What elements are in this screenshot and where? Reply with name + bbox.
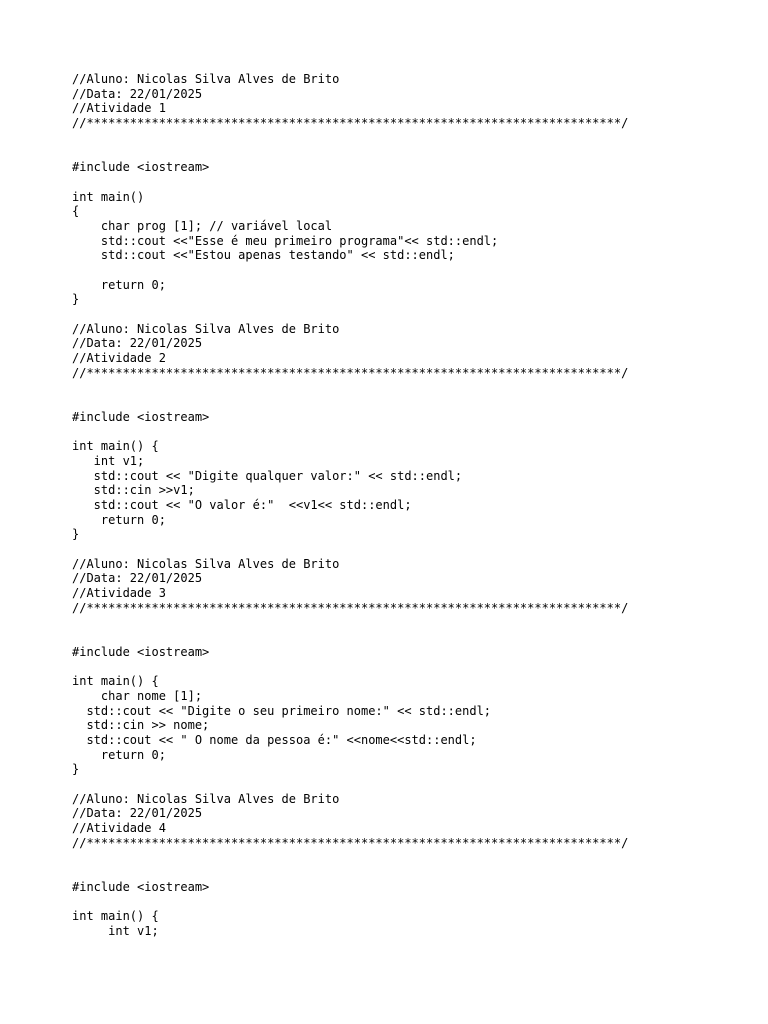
code-line: int v1; [72, 453, 145, 468]
blank-line [72, 630, 752, 645]
separator-line: //**************************************************************************/ [72, 600, 629, 615]
include-directive: #include <iostream> [72, 879, 210, 894]
blank-line [72, 615, 752, 630]
code-line: char nome [1]; [72, 688, 203, 703]
blank-line [72, 865, 752, 880]
code-line: int main() { [72, 909, 159, 924]
separator-line: //**************************************************************************/ [72, 116, 629, 131]
code-line: char prog [1]; // variável local [72, 218, 333, 233]
code-line: std::cout <<"Esse é meu primeiro programa"<< std::endl; [72, 233, 499, 248]
include-directive: #include <iostream> [72, 409, 210, 424]
blank-line [72, 263, 752, 278]
blank-line [72, 380, 752, 395]
header-activity-line: //Atividade 2 [72, 351, 166, 366]
header-activity-line: //Atividade 1 [72, 101, 166, 116]
code-line: std::cout << "Digite o seu primeiro nome:" << std::endl; [72, 703, 492, 718]
separator-line: //**************************************************************************/ [72, 835, 629, 850]
code-line: std::cout << "O valor é:" <<v1<< std::endl; [72, 497, 412, 512]
blank-line [72, 145, 752, 160]
code-line: std::cin >> nome; [72, 718, 210, 733]
include-directive: #include <iostream> [72, 160, 210, 175]
code-line: int main() [72, 189, 145, 204]
blank-line [72, 175, 752, 190]
code-listing [72, 72, 752, 939]
blank-line [72, 542, 752, 557]
header-date-line: //Data: 22/01/2025 [72, 336, 203, 351]
header-student-line: //Aluno: Nicolas Silva Alves de Brito [72, 72, 340, 86]
blank-line [72, 660, 752, 675]
code-line: int main() { [72, 674, 159, 689]
blank-line [72, 895, 752, 910]
code-line: return 0; [72, 747, 166, 762]
blank-line [72, 425, 752, 440]
code-line: std::cout <<"Estou apenas testando" << std::endl; [72, 248, 455, 263]
code-line: return 0; [72, 277, 166, 292]
header-activity-line: //Atividade 3 [72, 586, 166, 601]
header-activity-line: //Atividade 4 [72, 821, 166, 836]
header-student-line: //Aluno: Nicolas Silva Alves de Brito [72, 321, 340, 336]
code-line: } [72, 762, 80, 777]
blank-line [72, 395, 752, 410]
separator-line: //**************************************************************************/ [72, 365, 629, 380]
blank-line [72, 777, 752, 792]
code-line: std::cout << " O nome da pessoa é:" <<nome<<std::endl; [72, 732, 477, 747]
blank-line [72, 131, 752, 146]
blank-line [72, 307, 752, 322]
code-line: } [72, 292, 80, 307]
header-date-line: //Data: 22/01/2025 [72, 571, 203, 586]
code-line: return 0; [72, 512, 166, 527]
header-student-line: //Aluno: Nicolas Silva Alves de Brito [72, 556, 340, 571]
header-date-line: //Data: 22/01/2025 [72, 806, 203, 821]
code-line: } [72, 527, 80, 542]
code-line: int main() { [72, 439, 159, 454]
include-directive: #include <iostream> [72, 644, 210, 659]
header-student-line: //Aluno: Nicolas Silva Alves de Brito [72, 791, 340, 806]
code-line: std::cin >>v1; [72, 483, 195, 498]
header-date-line: //Data: 22/01/2025 [72, 86, 203, 101]
blank-line [72, 850, 752, 865]
code-line: { [72, 204, 80, 219]
code-line: std::cout << "Digite qualquer valor:" << std::endl; [72, 468, 463, 483]
code-line: int v1; [72, 923, 159, 938]
